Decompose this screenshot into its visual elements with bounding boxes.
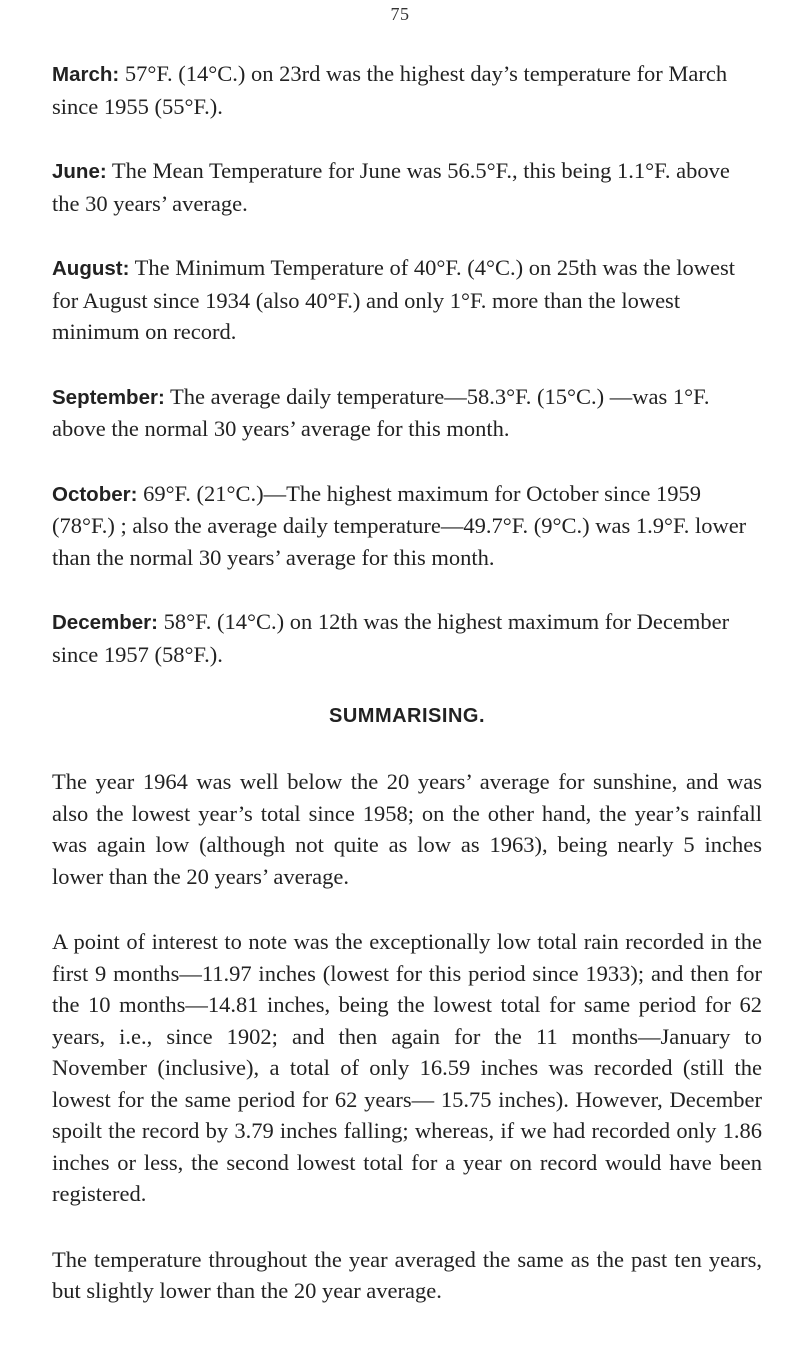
month-note-june <box>52 155 762 219</box>
summary-paragraph: The year 1964 was well below the 20 years’ average for sunshine, and was also the lowest year’s total since 1958; on the other hand, the year’s rainfall was again low (although not quite as low as 1963), being nearly 5 inches lower than the 20 years’ average. <box>52 769 762 889</box>
month-text: 69°F. (21°C.)—The highest maximum for October since 1959 (78°F.) ; also the average daily temperature—49.7°F. (9°C.) was 1.9°F. lower than the normal 30 years’ average for this month. <box>52 480 747 570</box>
summary-paragraph: The temperature throughout the year averaged the same as the past ten years, but slightly lower than the 20 year average. <box>52 1246 762 1303</box>
month-text: 57°F. (14°C.) on 23rd was the highest day’s temperature for March since 1955 (55°F.). <box>52 61 728 119</box>
month-label: October: <box>52 482 138 506</box>
page-content <box>52 58 762 1341</box>
month-label: December: <box>52 611 158 634</box>
month-note-march <box>52 58 762 122</box>
month-text: 58°F. (14°C.) on 12th was the highest maximum for December since 1957 (58°F.). <box>52 609 730 667</box>
month-text: The average daily temperature—58.3°F. (15°C.) —was 1°F. above the normal 30 years’ average for this month. <box>52 383 710 441</box>
month-label: August: <box>52 257 130 280</box>
month-label: September: <box>52 385 165 409</box>
month-text: The Minimum Temperature of 40°F. (4°C.) on 25th was the lowest for August since 1934 (also 40°F.) and only 1°F. more than the lowest minimum on record. <box>52 255 736 344</box>
month-note-october <box>52 478 762 574</box>
summary-paragraph: A point of interest to note was the exceptionally low total rain recorded in the first 9 months—11.97 inches (lowest for this period since 1933); and then for the 10 months—14.81 inches, being the lowest total for same period for 62 years, i.e., since 1902; and then again for the 11 months—January to November (inclusive), a total of only 16.59 inches was recorded (still the lowest for the same period for 62 years— 15.75 inches). However, December spoilt the record by 3.79 inches falling; whereas, if we had recorded only 1.86 inches or less, the second lowest total for a year on record would have been registered. <box>52 929 762 1206</box>
month-label: March: <box>52 63 120 86</box>
month-note-september <box>52 381 762 445</box>
summary-heading: SUMMARISING. <box>329 705 485 727</box>
month-note-august <box>52 252 762 348</box>
summary-section <box>52 705 762 1307</box>
page-number: 75 <box>390 4 410 24</box>
month-text: The Mean Temperature for June was 56.5°F., this being 1.1°F. above the 30 years’ average. <box>52 158 730 216</box>
month-label: June: <box>52 160 107 183</box>
month-note-december <box>52 606 762 670</box>
